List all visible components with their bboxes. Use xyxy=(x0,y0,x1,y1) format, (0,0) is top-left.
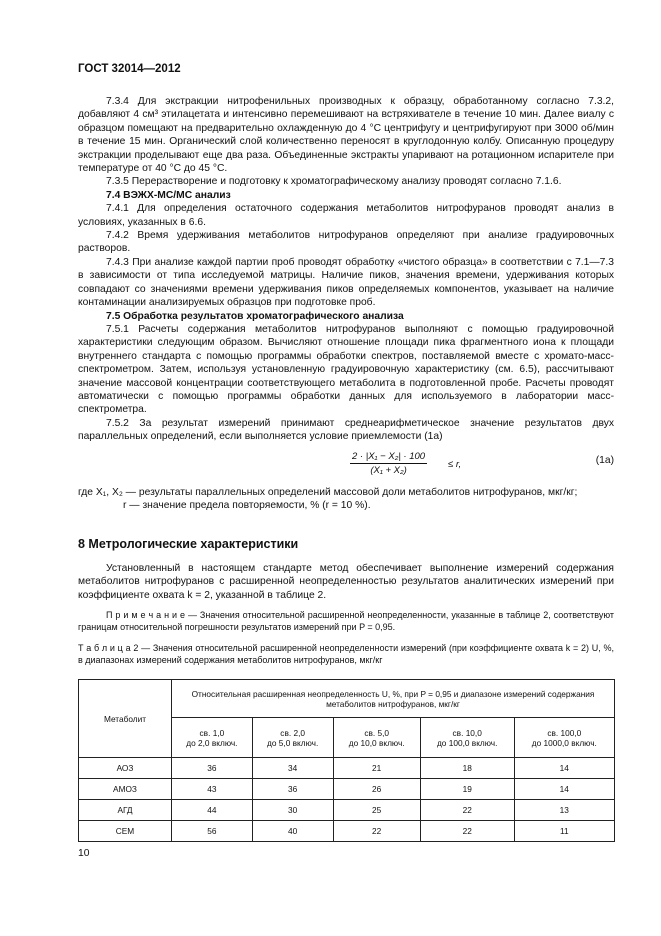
uncertainty-table xyxy=(78,679,615,842)
page-number: 10 xyxy=(78,848,90,859)
metabolite-cell: СЕМ xyxy=(79,821,172,842)
table-row xyxy=(79,779,615,800)
value-cell: 22 xyxy=(333,821,420,842)
value-cell: 11 xyxy=(514,821,614,842)
range-header: св. 5,0 до 10,0 включ. xyxy=(333,718,420,758)
value-cell: 18 xyxy=(420,758,514,779)
uncertainty-group-header: Относительная расширенная неопределенность U, %, при P = 0,95 и диапазоне измерений содержания метаболитов нитрофуранов, мкг/кг xyxy=(172,680,615,718)
paragraph-7-5-2: 7.5.2 За результат измерений принимают среднеарифметическое значение результатов двух параллельных определений, если выполняется условие приемлемости (1а) xyxy=(78,417,614,443)
paragraph-7-3-4: 7.3.4 Для экстракции нитрофенильных производных к образцу, обработанному согласно 7.3.2, добавляют 4 см³ этилацетата и интенсивно перемешивают на встряхивателе в течение 10 мин. Далее виалу с образцом помещают на предварительно охлажденную до 4 °С центрифугу и центрифугируют при 3000 об/мин в течение 15 мин. Органический слой количественно переносят в круглодонную колбу. Описанную процедуру экстракции проделывают еще два раза. Объединенные экстракты упаривают на ротационном испарителе при температуре от 40 °С до 45 °С. xyxy=(78,96,614,175)
metabolite-cell: АГД xyxy=(79,800,172,821)
standard-header: ГОСТ 32014—2012 xyxy=(78,63,181,75)
range-header: св. 10,0 до 100,0 включ. xyxy=(420,718,514,758)
where-block xyxy=(78,486,614,513)
paragraph-7-5-1: 7.5.1 Расчеты содержания метаболитов нитрофуранов выполняют с помощью градуировочной характеристики следующим образом. Вычисляют отношение площади пика фрагментного иона к площади внутреннего стандарта с помощью программы обработки спектров, поставляемой вместе с хромато-масс-спектрометром. Затем, используя установленную градуировочную характеристику (см. 6.5), рассчитывают значение массовой концентрации соответствующего метаболита в подготовленной пробе. Расчеты проводят автоматически с помощью программы обработки данных для используемого в лаборатории масс-спектрометра. xyxy=(78,323,614,416)
section-8-text-block xyxy=(78,562,614,633)
range-header: св. 1,0 до 2,0 включ. xyxy=(172,718,253,758)
value-cell: 36 xyxy=(252,779,333,800)
value-cell: 44 xyxy=(172,800,253,821)
value-cell: 43 xyxy=(172,779,253,800)
range-header: св. 2,0 до 5,0 включ. xyxy=(252,718,333,758)
value-cell: 13 xyxy=(514,800,614,821)
value-cell: 25 xyxy=(333,800,420,821)
formula-numerator: 2 · |X₁ − X₂| · 100 xyxy=(352,451,426,462)
paragraph-7-4-1: 7.4.1 Для определения остаточного содержания метаболитов нитрофуранов проводят анализ в условиях, указанных в 6.6. xyxy=(78,203,614,228)
section-8-paragraph: Установленный в настоящем стандарте метод обеспечивает выполнение измерений содержания метаболитов нитрофуранов с расширенной неопределенностью результатов аналитических измерений при коэффициенте охвата k = 2, указанной в таблице 2. xyxy=(78,563,614,601)
value-cell: 22 xyxy=(420,800,514,821)
metabolite-cell: АОЗ xyxy=(79,758,172,779)
value-cell: 22 xyxy=(420,821,514,842)
value-cell: 14 xyxy=(514,758,614,779)
table-row xyxy=(79,800,615,821)
value-cell: 19 xyxy=(420,779,514,800)
value-cell: 21 xyxy=(333,758,420,779)
section-8-note: П р и м е ч а н и е — Значения относительной расширенной неопределенности, указанные в таблице 2, соответствуют границам относительной погрешности результатов измерений при P = 0,95. xyxy=(78,610,614,632)
paragraph-7-3-5: 7.3.5 Перерастворение и подготовку к хроматографическому анализу проводят согласно 7.1.6. xyxy=(106,176,562,188)
heading-7-4: 7.4 ВЭЖХ-МС/МС анализ xyxy=(106,189,231,201)
formula-fraction xyxy=(350,451,427,476)
range-header: св. 100,0 до 1000,0 включ. xyxy=(514,718,614,758)
value-cell: 40 xyxy=(252,821,333,842)
value-cell: 36 xyxy=(172,758,253,779)
value-cell: 14 xyxy=(514,779,614,800)
where-line-1: где X₁, X₂ — результаты параллельных определений массовой доли метаболитов нитрофуранов, мкг/кг; xyxy=(78,487,578,498)
where-line-2: r — значение предела повторяемости, % (r = 10 %). xyxy=(123,500,371,512)
metabolite-column-header: Метаболит xyxy=(79,680,172,758)
formula-number: (1а) xyxy=(595,455,614,466)
formula-denominator: (X₁ + X₂) xyxy=(370,465,407,476)
paragraph-7-4-3: 7.4.3 При анализе каждой партии проб проводят обработку «чистого образца» в соответствии с 7.1—7.3 в зависимости от типа исследуемой матрицы. Наличие пиков, значения времени, удерживания которых совпадают со значениями времени удерживания пиков определяемых компонентов, указывает на наличие контаминации анализируемых образцов при подготовке проб. xyxy=(78,256,614,309)
value-cell: 30 xyxy=(252,800,333,821)
value-cell: 26 xyxy=(333,779,420,800)
table-caption: Т а б л и ц а 2 — Значения относительной расширенной неопределенности измерений (при коэффициенте охвата k = 2) U, %, в диапазонах измерений содержания метаболитов нитрофуранов, мкг/кг xyxy=(78,643,614,665)
table-row xyxy=(79,758,615,779)
section-8-title: 8 Метрологические характеристики xyxy=(78,537,299,551)
text-block-73-75 xyxy=(78,95,614,444)
paragraph-7-4-2: 7.4.2 Время удерживания метаболитов нитрофуранов определяют при анализе градуировочных растворов. xyxy=(78,230,614,255)
table-row xyxy=(79,821,615,842)
metabolite-cell: АМОЗ xyxy=(79,779,172,800)
value-cell: 56 xyxy=(172,821,253,842)
value-cell: 34 xyxy=(252,758,333,779)
formula-1a xyxy=(78,451,614,481)
heading-7-5: 7.5 Обработка результатов хроматографического анализа xyxy=(106,310,404,322)
formula-inequality: ≤ r, xyxy=(448,459,462,470)
